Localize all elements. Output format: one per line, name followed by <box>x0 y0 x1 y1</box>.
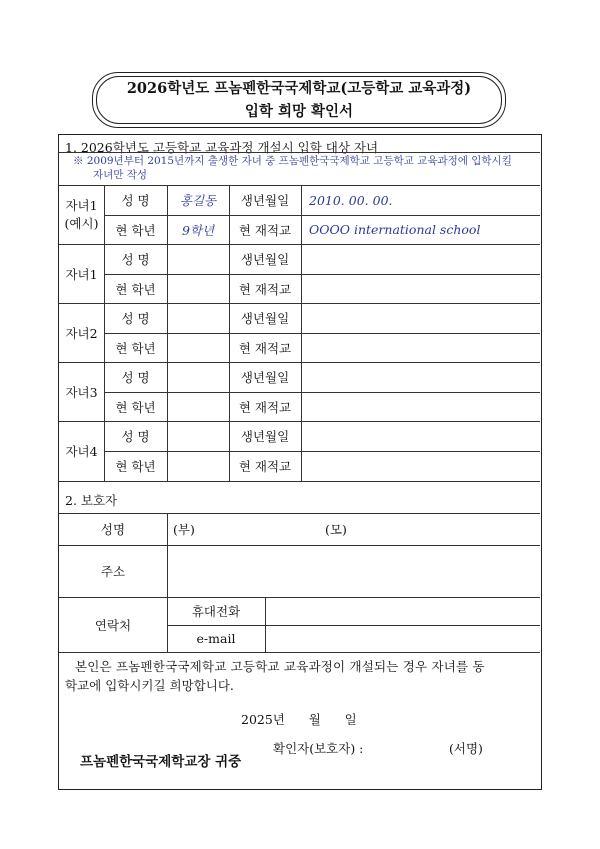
email-field[interactable] <box>265 625 540 652</box>
declaration-line-2: 학교에 입학시키길 희망합니다. <box>65 678 234 693</box>
mobile-field[interactable] <box>265 597 540 625</box>
declaration-date: 2025년 월 일 <box>241 712 357 727</box>
child4-name-field[interactable] <box>167 421 229 451</box>
child1-school-field[interactable] <box>301 274 540 303</box>
example-school-value: OOOO international school <box>309 222 481 237</box>
section1-note-2: 자녀만 작성 <box>93 169 148 181</box>
child2-name-field[interactable] <box>167 303 229 333</box>
child2-grade-field[interactable] <box>167 333 229 362</box>
section2-heading: 2. 보호자 <box>65 493 118 508</box>
example-name-value: 홍길동 <box>179 193 217 208</box>
child1-grade-label: 현 학년 <box>115 281 156 297</box>
child4-grade-label: 현 학년 <box>115 459 156 474</box>
guardian-name-label: 성명 <box>100 522 126 537</box>
example-label-line1: 자녀1 <box>65 197 98 213</box>
example-birth-value: 2010. 00. 00. <box>309 192 393 208</box>
mother-name-field[interactable]: (모) <box>325 522 347 537</box>
child3-label: 자녀3 <box>65 384 98 400</box>
child2-birth-label: 생년월일 <box>240 311 290 326</box>
example-grade-value: 9학년 <box>181 222 215 238</box>
title-line-2: 입학 희망 확인서 <box>244 103 354 120</box>
child4-label: 자녀4 <box>65 444 98 459</box>
child4-birth-label: 생년월일 <box>240 429 290 444</box>
child3-birth-label: 생년월일 <box>240 370 290 385</box>
contact-label: 연락처 <box>94 617 132 633</box>
child1-birth-label: 생년월일 <box>240 252 290 267</box>
child2-grade-label: 현 학년 <box>115 340 156 356</box>
child2-birth-field[interactable] <box>301 303 540 333</box>
child4-school-label: 현 재적교 <box>238 459 292 474</box>
declaration-line-1: 본인은 프놈펜한국국제학교 고등학교 교육과정이 개설되는 경우 자녀를 동 <box>75 659 485 674</box>
child3-name-field[interactable] <box>167 362 229 392</box>
child3-school-field[interactable] <box>301 392 540 421</box>
child2-school-label: 현 재적교 <box>238 340 292 356</box>
title-line-1: 2026학년도 프놈펜한국국제학교(고등학교 교육과정) <box>126 80 472 97</box>
child1-grade-field[interactable] <box>167 274 229 303</box>
child4-grade-field[interactable] <box>167 451 229 481</box>
section1-note-1: ※ 2009년부터 2015년까지 출생한 자녀 중 프놈펜한국국제학교 고등학교 교육과정에 입학시킬 <box>73 155 512 167</box>
example-child-label <box>59 185 104 244</box>
address-field[interactable] <box>167 545 540 597</box>
child2-label: 자녀2 <box>65 325 98 341</box>
example-birth-label: 생년월일 <box>240 193 290 208</box>
mobile-label: 휴대전화 <box>191 604 241 619</box>
child4-birth-field[interactable] <box>301 421 540 451</box>
child1-label: 자녀1 <box>65 266 98 282</box>
father-name-field[interactable]: (부) <box>173 522 195 537</box>
child2-school-field[interactable] <box>301 333 540 362</box>
child3-school-label: 현 재적교 <box>238 399 292 415</box>
child1-birth-field[interactable] <box>301 244 540 274</box>
child3-name-label: 성 명 <box>121 370 150 385</box>
section1-heading: 1. 2026학년도 고등학교 교육과정 개설시 입학 대상 자녀 <box>65 140 379 155</box>
child1-school-label: 현 재적교 <box>238 281 292 297</box>
declaration-text <box>65 657 537 695</box>
child4-school-field[interactable] <box>301 451 540 481</box>
child3-grade-label: 현 학년 <box>115 399 156 415</box>
application-form <box>58 134 542 790</box>
example-school-label: 현 재적교 <box>238 222 292 238</box>
child3-grade-field[interactable] <box>167 392 229 421</box>
signer-label: 확인자(보호자) : <box>273 741 364 756</box>
example-grade-label: 현 학년 <box>115 222 156 238</box>
child1-name-label: 성 명 <box>121 252 150 267</box>
child4-name-label: 성 명 <box>121 429 150 444</box>
signature-field[interactable]: (서명) <box>449 741 483 756</box>
child2-name-label: 성 명 <box>121 311 150 326</box>
example-label-line2: (예시) <box>64 215 99 231</box>
addressee: 프놈펜한국국제학교장 귀중 <box>80 754 242 770</box>
child3-birth-field[interactable] <box>301 362 540 392</box>
address-label: 주소 <box>100 564 126 579</box>
email-label: e-mail <box>196 631 236 646</box>
example-name-label: 성 명 <box>121 193 150 208</box>
child1-name-field[interactable] <box>167 244 229 274</box>
document-title <box>92 72 506 128</box>
